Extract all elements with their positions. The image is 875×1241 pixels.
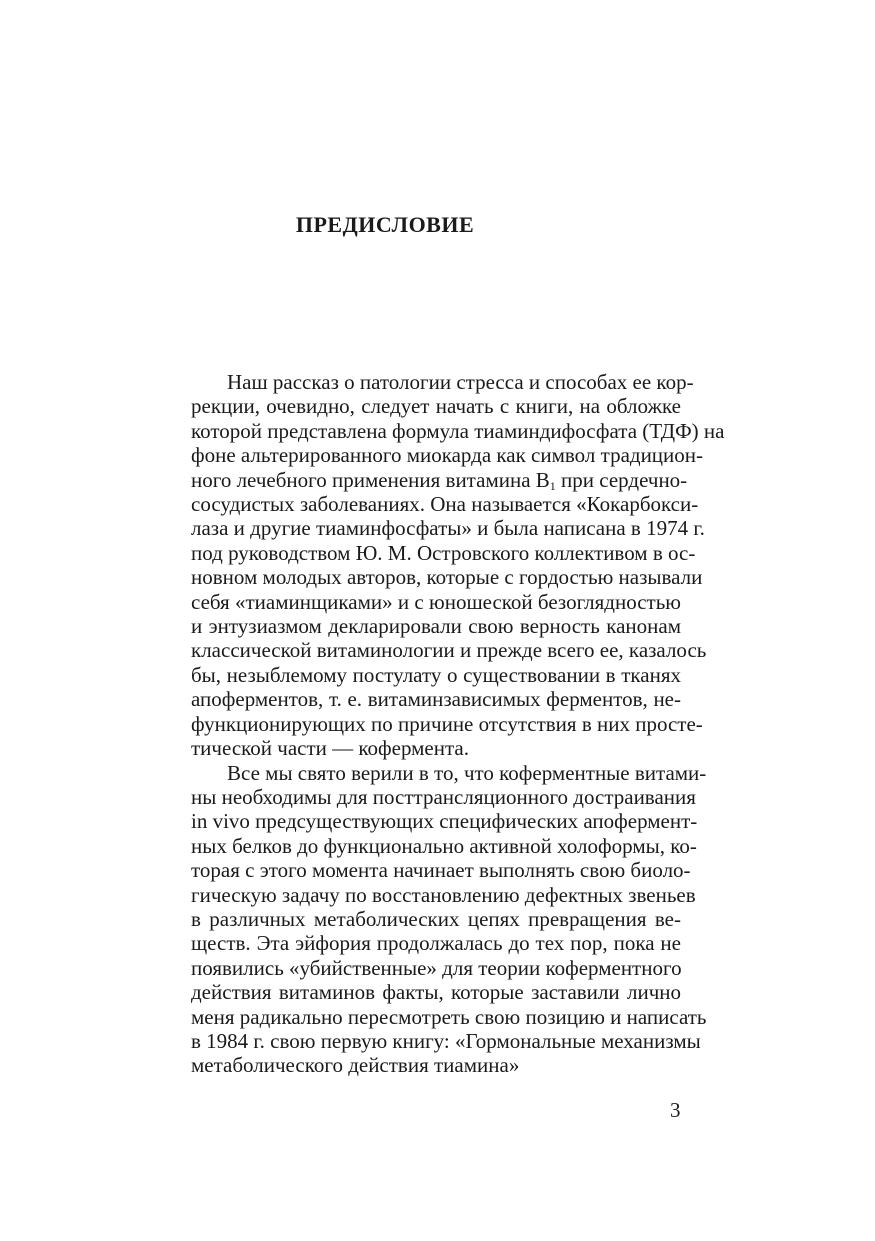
text-line: в различных метаболических цепях превращения ве- <box>191 906 681 931</box>
text-line: ществ. Эта эйфория продолжалась до тех пор, пока не <box>191 931 681 956</box>
text-line: лаза и другие тиаминфосфаты» и была написана в 1974 г. <box>191 516 705 541</box>
subscript: 1 <box>549 478 556 493</box>
chapter-title: ПРЕДИСЛОВИЕ <box>295 212 475 237</box>
text-line: новном молодых авторов, которые с гордостью называли <box>191 565 703 590</box>
text-fragment: при сердечно- <box>555 467 688 492</box>
text-line: тической части — кофермента. <box>191 736 469 761</box>
text-fragment: ного лечебного применения витамина B <box>191 467 550 492</box>
text-line: in vivo предсуществующих специфических апофермент- <box>191 809 698 834</box>
text-line: ны необходимы для посттрансляционного достраивания <box>191 784 696 809</box>
body-text <box>191 370 725 1078</box>
text-line: сосудистых заболеваниях. Она называется «Кокарбокси- <box>191 492 699 517</box>
text-line: в 1984 г. свою первую книгу: «Гормональные механизмы <box>191 1028 701 1053</box>
text-line: фоне альтерированного миокарда как символ традицион- <box>191 443 704 468</box>
text-line: метаболического действия тиамина» <box>191 1053 520 1078</box>
text-line: которой представлена формула тиаминдифосфата (ТДФ) на <box>191 418 725 443</box>
text-line <box>191 467 688 493</box>
text-line: ных белков до функционально активной холоформы, ко- <box>191 833 697 858</box>
text-line: бы, незыблемому постулату о существовании в тканях <box>191 662 681 687</box>
text-line: функционирующих по причине отсутствия в них простe- <box>191 711 703 736</box>
text-line: себя «тиаминщиками» и с юношеской безоглядностью <box>191 589 681 614</box>
text-line: классической витаминологии и прежде всего ее, казалось <box>191 638 707 663</box>
text-line: гическую задачу по восстановлению дефектных звеньев <box>191 882 696 907</box>
text-line: и энтузиазмом декларировали свою верность канонам <box>191 614 681 639</box>
text-line: под руководством Ю. М. Островского коллективом в ос- <box>191 540 696 565</box>
text-line: торая с этого момента начинает выполнять свою биоло- <box>191 858 691 883</box>
text-line: действия витаминов факты, которые заставили лично <box>191 980 681 1005</box>
page-number: 3 <box>670 1098 681 1122</box>
text-line: апоферментов, т. е. витаминзависимых ферментов, не- <box>191 687 681 712</box>
text-line: Наш рассказ о патологии стресса и способах ее кор- <box>227 370 694 394</box>
text-line: Все мы свято верили в то, что коферментные витами- <box>227 760 707 785</box>
text-line: появились «убийственные» для теории коферментного <box>191 955 682 980</box>
text-line: меня радикально пересмотреть свою позицию и написать <box>191 1004 707 1029</box>
text-line: рекции, очевидно, следует начать с книги, на обложке <box>191 394 681 419</box>
